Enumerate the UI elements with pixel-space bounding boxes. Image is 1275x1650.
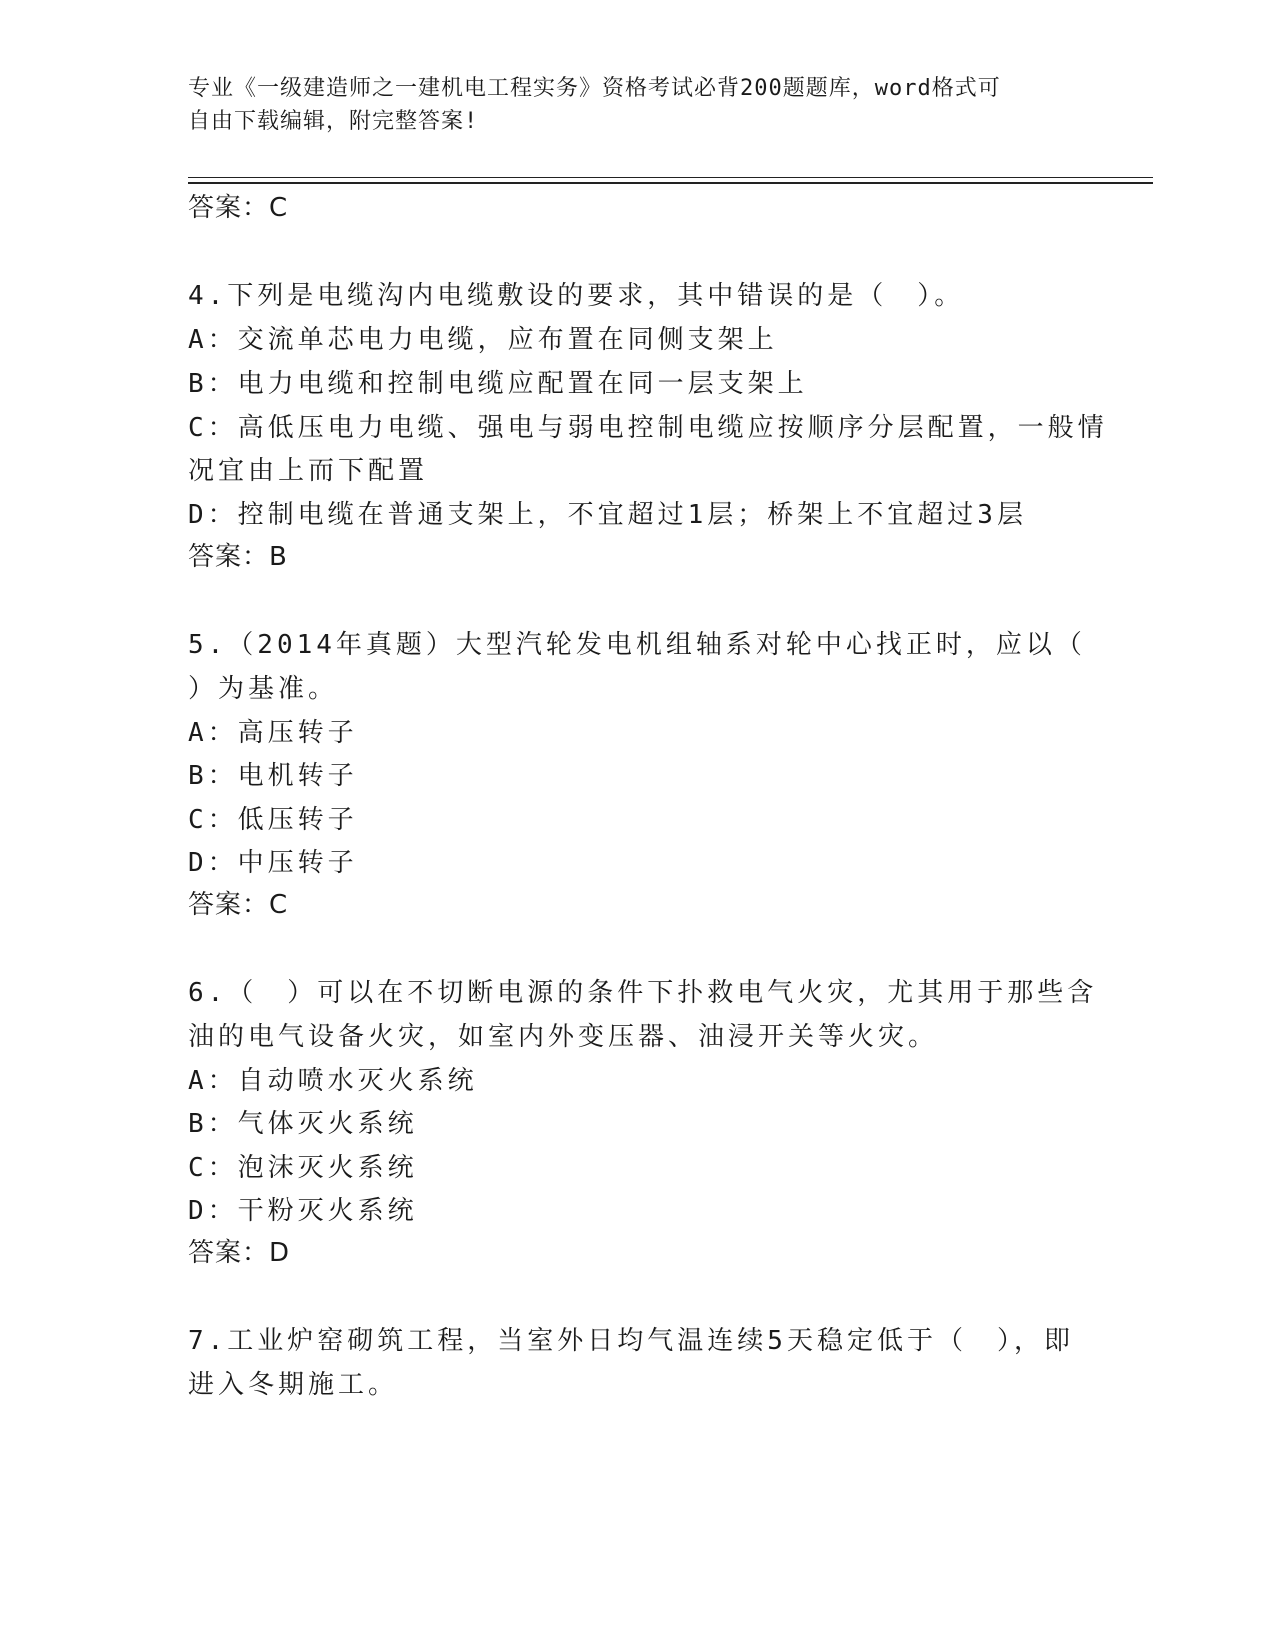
header-line-1: 专业《一级建造师之一建机电工程实务》资格考试必背200题题库，word格式可 — [188, 76, 1001, 101]
question-5-stem: 5.（2014年真题）大型汽轮发电机组轴系对轮中心找正时，应以（ — [188, 630, 1086, 660]
question-6-option-a: A：自动喷水灭火系统 — [188, 1066, 478, 1096]
question-4-answer: 答案：B — [188, 542, 288, 572]
header-line-2: 自由下载编辑，附完整答案! — [188, 109, 479, 134]
question-6-option-d: D：干粉灭火系统 — [188, 1196, 418, 1226]
question-6-option-b: B：气体灭火系统 — [188, 1109, 418, 1139]
answer-line: 答案：C — [188, 193, 289, 223]
question-5-option-b: B：电机转子 — [188, 761, 358, 791]
header-rule-thick — [188, 182, 1153, 184]
question-4-option-a: A：交流单芯电力电缆，应布置在同侧支架上 — [188, 325, 778, 355]
question-6-stem-cont: 油的电气设备火灾，如室内外变压器、油浸开关等火灾。 — [188, 1022, 939, 1052]
question-5-option-a: A：高压转子 — [188, 718, 358, 748]
question-5-option-d: D：中压转子 — [188, 848, 358, 878]
question-5-answer: 答案：C — [188, 890, 289, 920]
question-5-option-c: C：低压转子 — [188, 805, 358, 835]
question-4-option-b: B：电力电缆和控制电缆应配置在同一层支架上 — [188, 369, 808, 399]
question-6-option-c: C：泡沫灭火系统 — [188, 1153, 418, 1183]
question-4-option-c-cont: 况宜由上而下配置 — [188, 456, 429, 486]
header-rule-thin — [188, 177, 1153, 178]
question-4-option-d: D：控制电缆在普通支架上，不宜超过1层；桥架上不宜超过3层 — [188, 500, 1027, 530]
question-7-stem: 7.工业炉窑砌筑工程，当室外日均气温连续5天稳定低于（ ），即 — [188, 1326, 1074, 1356]
question-4-option-c: C：高低压电力电缆、强电与弱电控制电缆应按顺序分层配置，一般情 — [188, 413, 1108, 443]
question-5-stem-cont: ）为基准。 — [188, 674, 339, 704]
document-header — [188, 72, 1068, 138]
question-6-stem: 6.（ ）可以在不切断电源的条件下扑救电气火灾，尤其用于那些含 — [188, 978, 1098, 1008]
question-6-answer: 答案：D — [188, 1238, 291, 1268]
question-7-stem-cont: 进入冬期施工。 — [188, 1370, 399, 1400]
question-4-stem: 4.下列是电缆沟内电缆敷设的要求，其中错误的是（ ）。 — [188, 281, 965, 311]
